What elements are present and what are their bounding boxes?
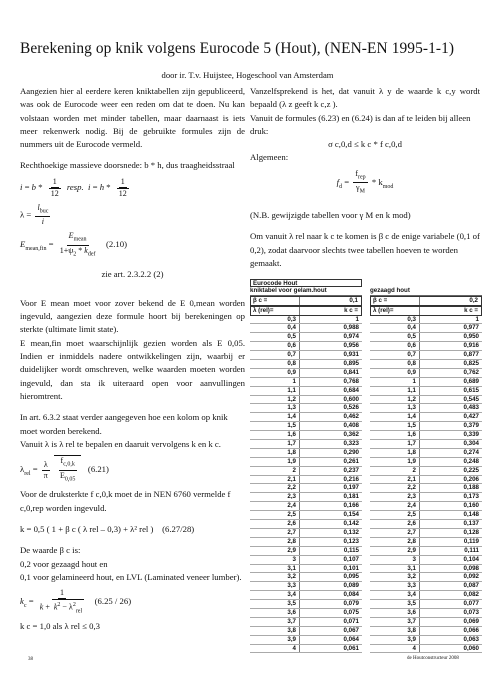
lambda-cell: 3,4 [250, 591, 300, 599]
kc-cell: 0,483 [463, 404, 479, 412]
lambda-cell: 0,8 [370, 360, 420, 368]
kc-cell: 0,206 [463, 475, 479, 483]
lbuc-sub: buc [39, 208, 49, 215]
table-row [370, 360, 482, 369]
kc-cell: 0,237 [343, 466, 359, 474]
table-row [370, 636, 482, 645]
emean-den: 1+ψ [59, 245, 74, 255]
kc-cell: 0,084 [343, 591, 359, 599]
lambda-cell: 0,7 [370, 351, 420, 359]
table-row [370, 342, 482, 351]
table-row [250, 511, 362, 520]
kc-cell: 0,077 [463, 600, 479, 608]
kc-cell: 0,142 [343, 520, 359, 528]
table-row [250, 449, 362, 458]
kc-cell: 0,362 [343, 431, 359, 439]
lambda-cell: 2,3 [250, 493, 300, 501]
lambda-cell: 1,3 [370, 404, 420, 412]
emean-lhs: E [20, 239, 26, 250]
lambda-lhs: λ = [20, 209, 34, 220]
table-row [370, 600, 482, 609]
lambda-cell: 0,6 [250, 342, 300, 350]
kc-cell: 0,379 [463, 422, 479, 430]
table-row [250, 431, 362, 440]
kc-cell: 0,075 [343, 608, 359, 616]
druk-condition: σ c,0,d ≤ k c * f c,0,d [328, 139, 402, 150]
lambda-cell: 2,4 [250, 502, 300, 510]
kc-formula: $k_c$ = $\frac{1}{k + k^2 - \lambda^2_{rel}}$ (6.25 / 26) [20, 588, 132, 615]
table-row [250, 476, 362, 485]
table-row [370, 609, 482, 618]
table-row [250, 440, 362, 449]
lambda-cell: 0,3 [370, 316, 420, 324]
lambda-cell: 0,8 [250, 360, 300, 368]
kc-cell: 0,931 [343, 351, 359, 359]
lambda-cell: 4 [370, 645, 420, 653]
general-label: Algemeen: [250, 152, 289, 163]
table-row [370, 378, 482, 387]
right-formulas-paragraph: Vanuit de formules (6.23) en (6.24) is dan af te leiden bij alleen druk: [250, 112, 471, 136]
lambda-cell: 0,6 [370, 342, 420, 350]
i-symbol: i [41, 217, 45, 227]
kc-cell: 0,098 [463, 564, 479, 572]
beta-label: β c = [371, 297, 420, 305]
lambda-cell: 1,8 [250, 449, 300, 457]
emean-num-sub: mean [73, 236, 87, 243]
emean-fin-paragraph: E mean,fin moet waarschijnlijk gezien worden als E 0,05. Indien er inmiddels nadere ontwikkelingen zijn, waarbij er duidelijker wordt omschreven, welke waarden moeten worden ingevuld, dan sta ik uiteraard open voor aanvullingen hieromtrent. [20, 337, 245, 401]
lambda-cell: 3 [370, 556, 420, 564]
page-number: 38 [28, 657, 33, 662]
table-row [250, 502, 362, 511]
page-title: Berekening op knik volgens Eurocode 5 (Hout), (NEN-EN 1995-1-1) [20, 40, 455, 57]
k-formula-text: k = 0,5 ( 1 + β c ( λ rel – 0,3) + λ² rel ) [20, 523, 154, 534]
lambda-cell: 1 [250, 378, 300, 386]
kc-cell: 0,107 [343, 555, 359, 563]
lambda-cell: 1,6 [370, 431, 420, 439]
sawn-header: gezaagd hout [370, 287, 482, 296]
kc-cell: 0,104 [463, 555, 479, 563]
journal-name: de Houtconstructeur 2008 [407, 656, 459, 661]
kc-cell: 0,115 [343, 546, 359, 554]
kc-cell: 0,166 [343, 502, 359, 510]
beta-paragraph: De waarde β c is: [20, 545, 81, 556]
kc-cell: 0,762 [463, 368, 479, 376]
lambda-cell: 3 [250, 556, 300, 564]
kc-cell: 0,082 [463, 591, 479, 599]
intro-paragraph: Aangezien hier al eerdere keren kniktabellen zijn gepubliceerd, was ook de Eurocode weer een reden om dat te doen. Nu kan volstaan worden met minder tabellen, maar daarnaast is iets meer rekenwerk nodig. Bij de gebruikte formules zijn de nummers uit de Eurocode vermeld. [20, 86, 245, 150]
table-row [370, 404, 482, 413]
kc-cell: 0,061 [343, 644, 359, 652]
kc-cell: 0,956 [343, 342, 359, 350]
table-row [250, 422, 362, 431]
lambda-cell: 3,3 [250, 582, 300, 590]
kc-cell: 0,290 [343, 448, 359, 456]
kc-cell: 0,181 [343, 493, 359, 501]
kc-cell: 0,248 [463, 457, 479, 465]
table-row [250, 387, 362, 396]
emean-num: E [68, 231, 74, 241]
table-row [370, 618, 482, 627]
lambda-cell: 1,4 [370, 413, 420, 421]
col-lambda: λ (rel)= [251, 307, 300, 315]
lambda-cell: 3,8 [250, 627, 300, 635]
kc-limit: k c = 1,0 als λ rel ≤ 0,3 [20, 621, 100, 632]
lambda-cell: 2,6 [370, 520, 420, 528]
lambda-cell: 0,4 [370, 324, 420, 332]
lambda-cell: 2,8 [370, 538, 420, 546]
lambda-cell: 2,9 [250, 547, 300, 555]
design-value-formula: $f_d$ = $\frac{f_{rep}}{\gamma_M}$ * $k_{mod}$ [336, 168, 394, 195]
table-row [370, 316, 482, 325]
kc-cell: 0,063 [463, 635, 479, 643]
kc-cell: 0,160 [463, 502, 479, 510]
lambda-cell: 3,4 [370, 591, 420, 599]
kc-cell: 0,216 [343, 475, 359, 483]
buckling-table [250, 279, 482, 653]
beta-sawn: 0,2 voor gezaagd hout en [20, 558, 108, 569]
lambda-cell: 1,4 [250, 413, 300, 421]
table-row [250, 520, 362, 529]
lambda-cell: 0,3 [250, 316, 300, 324]
lambda-cell: 3,2 [370, 573, 420, 581]
lambda-cell: 1,1 [370, 387, 420, 395]
kc-cell: 0,111 [464, 546, 479, 554]
table-row [250, 351, 362, 360]
table-row [250, 369, 362, 378]
table-row [370, 458, 482, 467]
lambda-cell: 2 [370, 467, 420, 475]
kc-cell: 0,304 [463, 440, 479, 448]
lambda-cell: 3,8 [370, 627, 420, 635]
table-row [250, 582, 362, 591]
lambda-cell: 1,3 [250, 404, 300, 412]
table-row [250, 316, 362, 325]
lambda-cell: 1 [370, 378, 420, 386]
right-intro: Vanzelfsprekend is het, dat vanuit λ y de waarde k c,y wordt bepaald (λ z geeft k c,z ). [250, 86, 480, 110]
lambda-cell: 1,2 [250, 396, 300, 404]
table-row [370, 565, 482, 574]
table-row [370, 520, 482, 529]
table-row [370, 476, 482, 485]
table-row [250, 333, 362, 342]
lambda-cell: 0,5 [370, 333, 420, 341]
lambda-cell: 1,5 [370, 422, 420, 430]
sawn-rows [370, 316, 482, 654]
lambda-cell: 3,6 [250, 609, 300, 617]
kc-cell: 0,261 [343, 457, 359, 465]
druksterkte-paragraph: Voor de druksterkte f c,0,k moet de in NEN 6760 vermelde f c,0,rep worden ingevuld. [20, 489, 231, 513]
kc-cell: 0,132 [343, 528, 359, 536]
sawn-beta-row [370, 296, 482, 306]
table-row [370, 529, 482, 538]
kc-cell: 0,137 [463, 520, 479, 528]
kc-cell: 0,689 [463, 377, 479, 385]
lambda-cell: 1,7 [370, 440, 420, 448]
glulam-col-header [250, 306, 362, 316]
lambda-cell: 2,2 [250, 484, 300, 492]
kc-cell: 0,274 [463, 448, 479, 456]
glulam-rows [250, 316, 362, 654]
kc-cell: 0,988 [343, 324, 359, 332]
beta-value: 0,2 [469, 296, 478, 304]
lambda-cell: 0,4 [250, 324, 300, 332]
kc-cell: 0,768 [343, 377, 359, 385]
equation-number-6-25: (6.25 / 26) [94, 596, 132, 607]
kc-cell: 0,188 [463, 484, 479, 492]
lambda-cell: 1,9 [370, 458, 420, 466]
kc-cell: 0,060 [463, 644, 479, 652]
table-row [250, 609, 362, 618]
kc-cell: 0,339 [463, 431, 479, 439]
right-column [250, 85, 480, 270]
table-row [250, 458, 362, 467]
table-row [250, 404, 362, 413]
lambda-cell: 2,1 [250, 476, 300, 484]
table-row [250, 467, 362, 476]
author-line: door ir. T.v. Huijstee, Hogeschool van Amsterdam [161, 70, 334, 80]
beta-glulam: 0,1 voor gelamineerd hout, en LVL (Laminated veneer lumber). [20, 571, 242, 582]
table-row [370, 333, 482, 342]
lambda-cell: 1,1 [250, 387, 300, 395]
kc-cell: 0,197 [343, 484, 359, 492]
kc-cell: 0,545 [463, 395, 479, 403]
kc-cell: 0,974 [343, 333, 359, 341]
beta-label: β c = [251, 297, 300, 305]
left-column [20, 85, 245, 634]
lambda-cell: 0,9 [370, 369, 420, 377]
lbuc-symbol: l [37, 202, 40, 212]
kc-cell: 1 [355, 315, 359, 323]
table-row [370, 493, 482, 502]
table-row [370, 431, 482, 440]
lambda-cell: 1,7 [250, 440, 300, 448]
lambda-cell: 1,8 [370, 449, 420, 457]
table-row [250, 396, 362, 405]
table-row [250, 600, 362, 609]
table-row [370, 645, 482, 654]
lambda-cell: 3,7 [250, 618, 300, 626]
kc-cell: 0,895 [343, 360, 359, 368]
col-lambda: λ (rel)= [371, 307, 420, 315]
table-row [250, 547, 362, 556]
table-row [250, 618, 362, 627]
table-row [250, 645, 362, 654]
kc-cell: 0,154 [343, 511, 359, 519]
kc-cell: 0,841 [343, 368, 359, 376]
kc-cell: 0,069 [463, 617, 479, 625]
col-k: k c = [344, 306, 358, 314]
k-formula [20, 523, 245, 536]
table-row [250, 627, 362, 636]
equation-number-2-10: (2.10) [106, 239, 128, 250]
lambda-cell: 2,5 [250, 511, 300, 519]
table-row [370, 396, 482, 405]
lambda-cell: 2,2 [370, 484, 420, 492]
table-row [370, 547, 482, 556]
right-conclusion: Om vanuit λ rel naar k c te komen is β c de enige variabele (0,1 of 0,2), zodat daarvoor slechts twee tabellen hoeven te worden gemaakt. [250, 231, 480, 268]
kc-cell: 0,101 [343, 564, 359, 572]
lambda-cell: 3,9 [370, 636, 420, 644]
lambda-cell: 2,3 [370, 493, 420, 501]
resp-label: resp. [66, 181, 84, 192]
slenderness-formula [20, 203, 245, 228]
equation-number-6-27: (6.27/28) [162, 523, 195, 534]
kc-cell: 0,600 [343, 395, 359, 403]
kc-cell: 0,173 [463, 493, 479, 501]
emean-fin-formula: $E_{mean,fin}$ = $\frac{E_{mean}}{1+\psi_2 * k_{def}}$ (2.10) [20, 231, 128, 258]
lambda-cell: 2,7 [250, 529, 300, 537]
emean-paragraph: Voor E mean moet voor zover bekend de E 0,mean worden ingevuld, aangezien deze formule hoort bij berekeningen op sterkte (ultimate limit state). [20, 297, 245, 335]
kc-cell: 0,087 [463, 582, 479, 590]
table-row [250, 636, 362, 645]
kc-cell: 0,071 [343, 617, 359, 625]
table-row [370, 511, 482, 520]
table-row [370, 538, 482, 547]
kc-cell: 0,462 [343, 413, 359, 421]
kc-cell: 0,323 [343, 440, 359, 448]
kc-cell: 0,119 [463, 537, 479, 545]
table-row [250, 591, 362, 600]
kc-cell: 0,066 [463, 626, 479, 634]
table-row [250, 324, 362, 333]
table-row [250, 556, 362, 565]
table-row [370, 627, 482, 636]
lambda-cell: 3,1 [250, 565, 300, 573]
table-row [250, 529, 362, 538]
table-row [250, 493, 362, 502]
table-row [250, 538, 362, 547]
lambda-cell: 3,7 [370, 618, 420, 626]
table-title: Eurocode Hout [250, 279, 362, 287]
lambda-cell: 3,6 [370, 609, 420, 617]
lambda-cell: 4 [250, 645, 300, 653]
lambda-cell: 2 [250, 467, 300, 475]
table-row [250, 565, 362, 574]
table-row [250, 413, 362, 422]
lambda-cell: 3,3 [370, 582, 420, 590]
kc-cell: 0,225 [463, 466, 479, 474]
table-row [250, 484, 362, 493]
lambda-cell: 2,9 [370, 547, 420, 555]
table-glulam [250, 287, 362, 654]
glulam-header: kniktabel voor gelam.hout [250, 287, 362, 296]
kc-cell: 0,427 [463, 413, 479, 421]
table-row [370, 502, 482, 511]
table-sawn [370, 287, 482, 654]
lambda-cell: 3,5 [250, 600, 300, 608]
kc-cell: 0,079 [343, 600, 359, 608]
col-k: k c = [464, 306, 478, 314]
kc-cell: 0,408 [343, 422, 359, 430]
table-row [370, 351, 482, 360]
kc-cell: 0,095 [343, 573, 359, 581]
lambda-rel-formula: $\lambda_{rel}$ = $\frac{\lambda}{\pi}$ $\frac{f_{c,0,k}}{E_{0,05}}$ (6.21) [20, 456, 109, 483]
table-row [370, 440, 482, 449]
table-row [370, 591, 482, 600]
kc-cell: 0,877 [463, 351, 479, 359]
kc-cell: 0,092 [463, 573, 479, 581]
table-row [370, 449, 482, 458]
lambda-cell: 1,5 [250, 422, 300, 430]
kc-cell: 0,089 [343, 582, 359, 590]
lambda-cell: 1,2 [370, 396, 420, 404]
kc-cell: 0,067 [343, 626, 359, 634]
table-row [250, 360, 362, 369]
table-row [370, 582, 482, 591]
lambda-cell: 2,4 [370, 502, 420, 510]
table-row [370, 467, 482, 476]
beta-value: 0,1 [349, 296, 358, 304]
lambda-cell: 0,7 [250, 351, 300, 359]
lambda-cell: 3,9 [250, 636, 300, 644]
kc-cell: 0,526 [343, 404, 359, 412]
lambda-cell: 2,6 [250, 520, 300, 528]
lambda-cell: 2,8 [250, 538, 300, 546]
table-row [370, 387, 482, 396]
table-row [250, 573, 362, 582]
kc-cell: 0,064 [343, 635, 359, 643]
kc-cell: 0,148 [463, 511, 479, 519]
lambda-cell: 2,7 [370, 529, 420, 537]
glulam-beta-row [250, 296, 362, 306]
article-reference: zie art. 2.3.2.2 (2) [101, 268, 164, 279]
table-row [370, 422, 482, 431]
kc-cell: 1 [475, 315, 479, 323]
table-row [370, 324, 482, 333]
sawn-col-header [370, 306, 482, 316]
lambda-cell: 1,6 [250, 431, 300, 439]
kc-cell: 0,128 [463, 528, 479, 536]
lambda-cell: 3,1 [370, 565, 420, 573]
table-row [370, 369, 482, 378]
radius-of-gyration-formula: i = b * $\frac{1}{12}$ resp. i = h * $\frac{1}{12}$ [20, 176, 127, 198]
kc-cell: 0,615 [463, 386, 479, 394]
section-paragraph: Rechthoekige massieve doorsnede: b * h, dus traagheidsstraal [20, 160, 235, 171]
lambda-cell: 1,9 [250, 458, 300, 466]
kc-cell: 0,073 [463, 608, 479, 616]
lambda-cell: 2,5 [370, 511, 420, 519]
note-paragraph: (N.B. gewijzigde tabellen voor γ M en k mod) [250, 209, 411, 220]
lambda-cell: 3,2 [250, 573, 300, 581]
lambda-cell: 0,5 [250, 333, 300, 341]
kc-cell: 0,950 [463, 333, 479, 341]
table-row [370, 556, 482, 565]
lambda-rel-paragraph: Vanuit λ is λ rel te bepalen en daaruit vervolgens k en k c. [20, 438, 221, 449]
lambda-cell: 3,5 [370, 600, 420, 608]
equation-number-6-21: (6.21) [87, 464, 109, 475]
kc-cell: 0,684 [343, 386, 359, 394]
table-row [370, 413, 482, 422]
kc-cell: 0,123 [343, 537, 359, 545]
table-row [250, 378, 362, 387]
lambda-cell: 0,9 [250, 369, 300, 377]
table-row [250, 342, 362, 351]
lambda-cell: 2,1 [370, 476, 420, 484]
article-paragraph: In art. 6.3.2 staat verder aangegeven hoe een kolom op knik moet worden berekend. [20, 412, 228, 436]
table-row [370, 573, 482, 582]
emean-lhs-sub: mean,fin [25, 246, 47, 253]
kc-cell: 0,916 [463, 342, 479, 350]
kc-cell: 0,977 [463, 324, 479, 332]
table-row [370, 484, 482, 493]
kc-cell: 0,825 [463, 360, 479, 368]
